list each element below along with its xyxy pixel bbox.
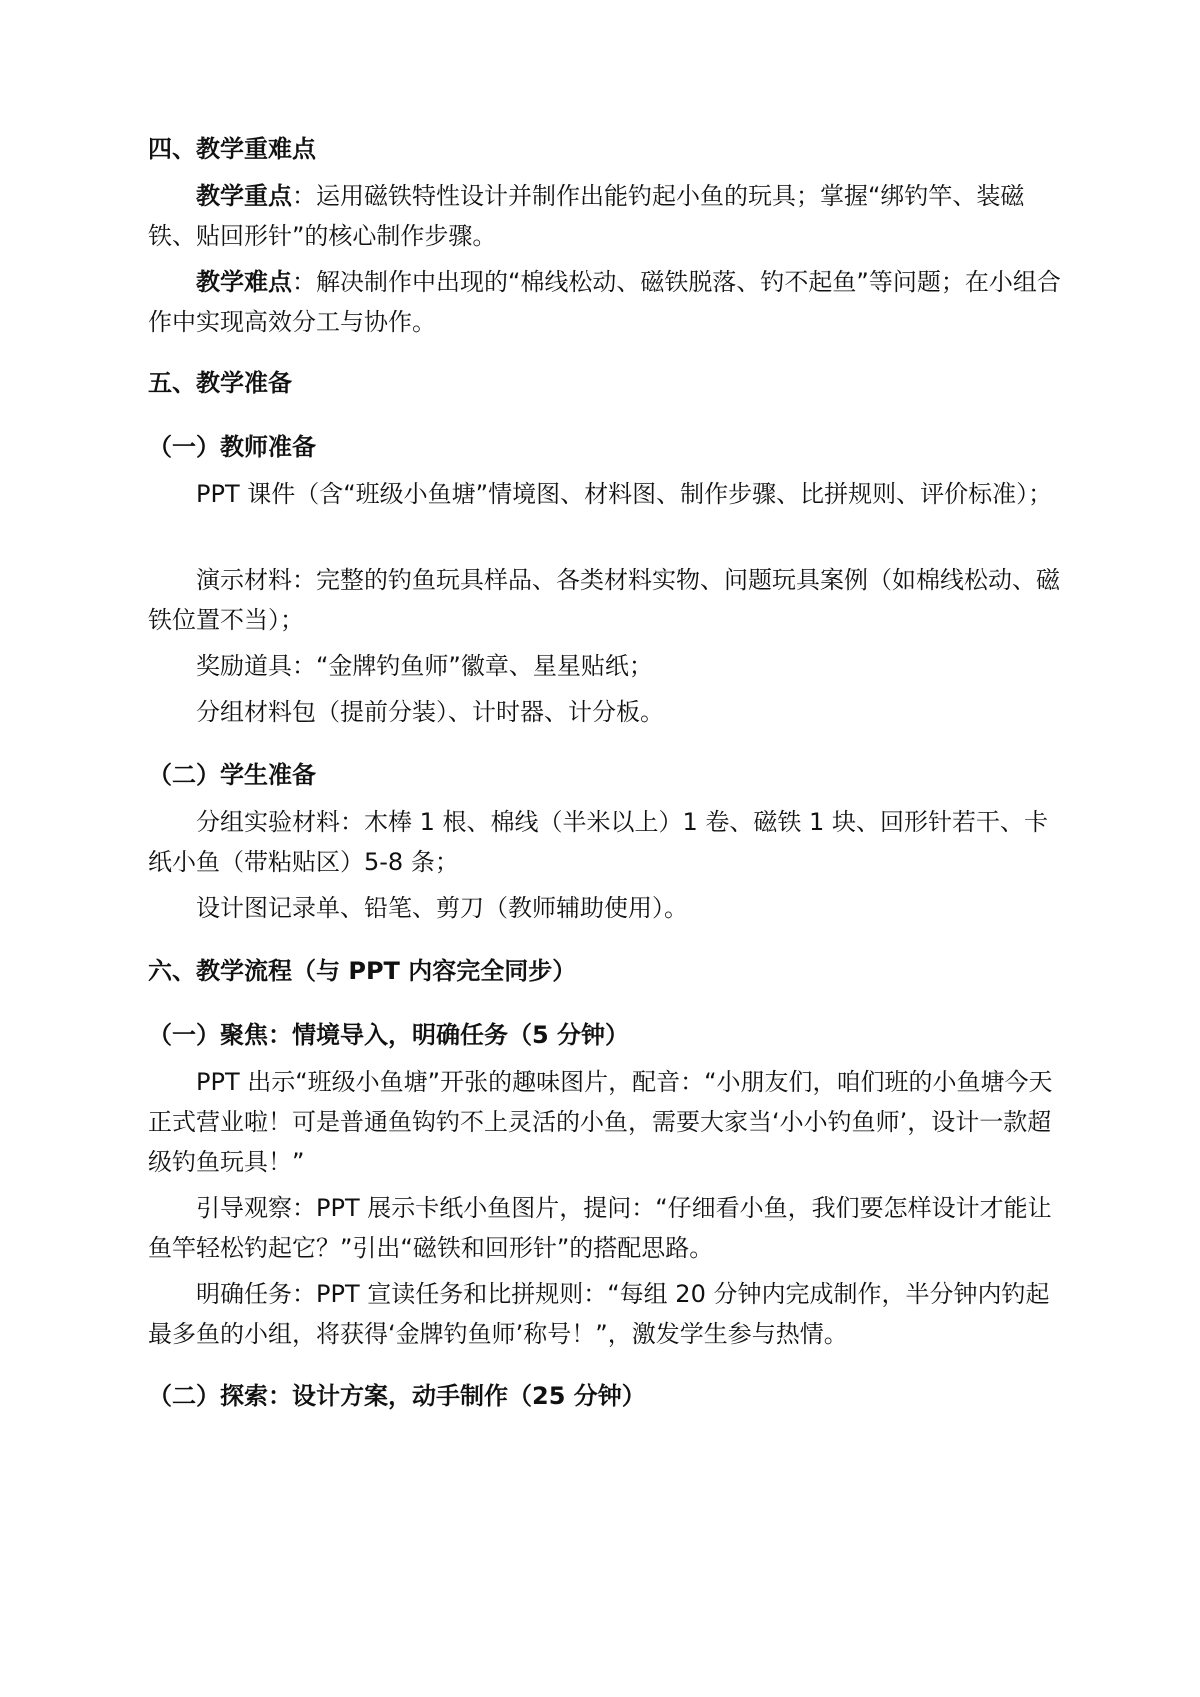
key-points-label: 教学重点	[196, 182, 292, 210]
difficulty-label: 教学难点	[196, 268, 292, 296]
difficulty-paragraph	[148, 262, 1063, 342]
section-4-heading: 四、教学重难点	[148, 135, 316, 163]
teacher-prep-item: PPT 课件（含“班级小鱼塘”情境图、材料图、制作步骤、比拼规则、评价标准）；	[196, 480, 1053, 508]
student-prep-item: 设计图记录单、铅笔、剪刀（教师辅助使用）。	[196, 894, 688, 922]
teacher-prep-item: 奖励道具：“金牌钓鱼师”徽章、星星贴纸；	[196, 652, 653, 680]
step-1-item: 明确任务：PPT 宣读任务和比拼规则：“每组 20 分钟内完成制作，半分钟内钓起最多鱼的小组，将获得‘金牌钓鱼师’称号！”，激发学生参与热情。	[148, 1280, 1050, 1348]
student-prep-item: 分组实验材料：木棒 1 根、棉线（半米以上）1 卷、磁铁 1 块、回形针若干、卡纸小鱼（带粘贴区）5-8 条；	[148, 808, 1048, 876]
teacher-prep-item: 演示材料：完整的钓鱼玩具样品、各类材料实物、问题玩具案例（如棉线松动、磁铁位置不当）；	[148, 566, 1060, 634]
step-2-heading: （二）探索：设计方案，动手制作（25 分钟）	[148, 1382, 646, 1410]
step-1-heading: （一）聚焦：情境导入，明确任务（5 分钟）	[148, 1021, 630, 1049]
section-5-heading: 五、教学准备	[148, 369, 292, 397]
step-1-item: PPT 出示“班级小鱼塘”开张的趣味图片，配音：“小朋友们，咱们班的小鱼塘今天正式营业啦！可是普通鱼钩钓不上灵活的小鱼，需要大家当‘小小钓鱼师’，设计一款超级钓鱼玩具！”	[148, 1068, 1053, 1176]
key-points-paragraph	[148, 176, 1063, 256]
section-6-heading: 六、教学流程（与 PPT 内容完全同步）	[148, 957, 577, 985]
key-points-text: ：运用磁铁特性设计并制作出能钓起小鱼的玩具；掌握“绑钓竿、装磁铁、贴回形针”的核心制作步骤。	[148, 182, 1025, 250]
difficulty-text: ：解决制作中出现的“棉线松动、磁铁脱落、钓不起鱼”等问题；在小组合作中实现高效分工与协作。	[148, 268, 1061, 336]
student-prep-heading: （二）学生准备	[148, 761, 316, 789]
teacher-prep-item: 分组材料包（提前分装）、计时器、计分板。	[196, 698, 664, 726]
step-1-item: 引导观察：PPT 展示卡纸小鱼图片，提问：“仔细看小鱼，我们要怎样设计才能让鱼竿轻松钓起它？”引出“磁铁和回形针”的搭配思路。	[148, 1194, 1052, 1262]
teacher-prep-heading: （一）教师准备	[148, 433, 316, 461]
